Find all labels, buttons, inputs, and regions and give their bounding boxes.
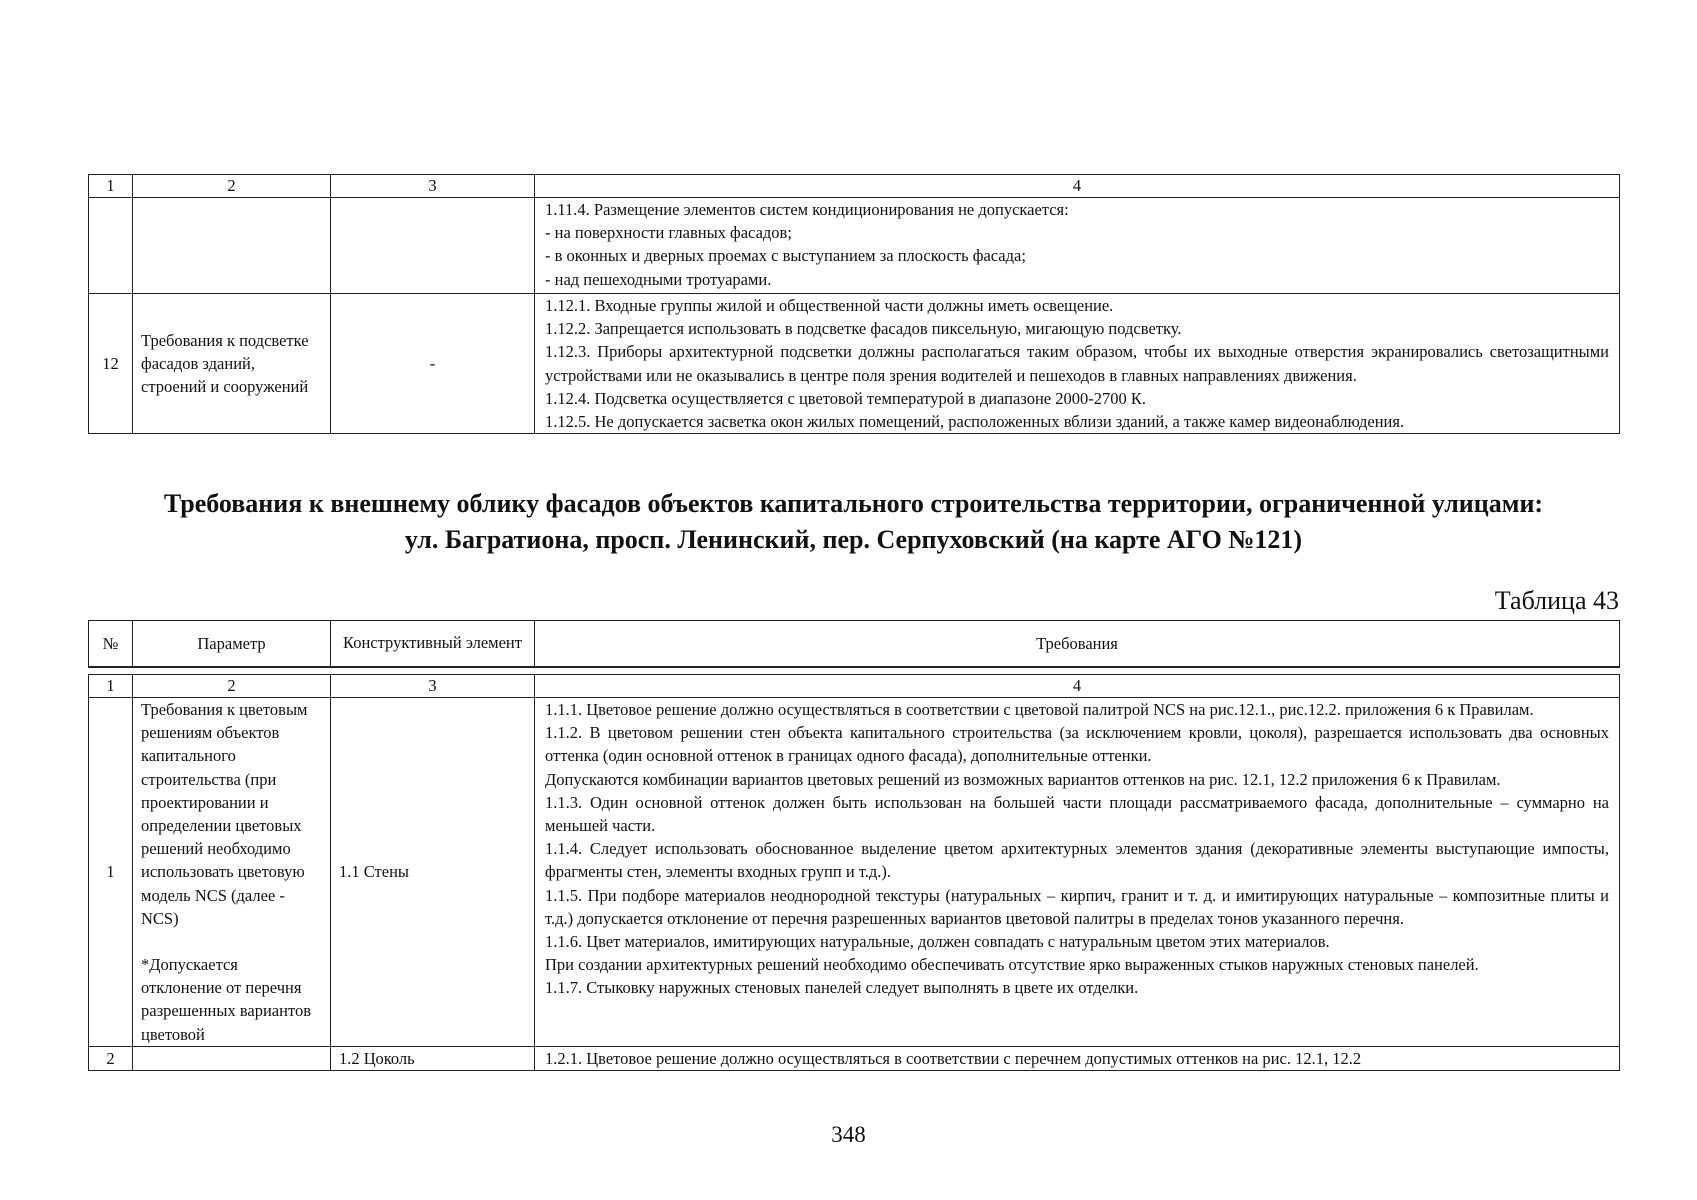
requirement-item: Допускаются комбинации вариантов цветовых решений из возможных вариантов оттенков на рис. 12.1, 12.2 приложения 6 к Правилам. xyxy=(545,769,1501,789)
requirement-item: 1.1.2. В цветовом решении стен объекта капитального строительства (за исключением кровли, цоколя), разрешается использовать два основных оттенка (один основной оттенок в границах одного фасада), дополнительные оттенки. xyxy=(545,723,1609,766)
section-heading-line: ул. Багратиона, просп. Ленинский, пер. Серпуховский (на карте АГО №121) xyxy=(404,525,1303,554)
section-heading-line: Требования к внешнему облику фасадов объектов капитального строительства территории, ограниченной улицами: xyxy=(163,489,1544,518)
requirement-item: 1.12.3. Приборы архитектурной подсветки должны располагаться таким образом, чтобы их выходные отверстия экранировались светозащитными устройствами или не оказывались в центре поля зрения водителей и пешеходов в главных направлениях движения. xyxy=(545,342,1609,385)
continued-requirements-table xyxy=(88,174,1620,434)
row-parameter xyxy=(133,198,331,294)
requirement-item: 1.1.5. При подборе материалов неоднородной текстуры (натуральных – кирпич, гранит и т. д. и имитирующих натуральные – композитные плиты и т.д.) допускается отклонение от перечня разрешенных вариантов цветовой палитры в пределах тонов указанного перечня. xyxy=(545,885,1609,928)
row-number: 1 xyxy=(89,698,133,1047)
row-requirements xyxy=(535,1046,1620,1070)
requirement-item: 1.1.4. Следует использовать обоснованное выделение цветом архитектурных элементов здания (декоративные элементы выступающие импосты, фрагменты стен, элементы входных групп и т.д.). xyxy=(545,839,1609,882)
parameter-note: *Допускается отклонение от перечня разрешенных вариантов цветовой xyxy=(141,955,311,1044)
requirement-item: 1.12.1. Входные группы жилой и общественной части должны иметь освещение. xyxy=(545,296,1114,315)
row-requirements xyxy=(535,698,1620,1047)
requirement-item: 1.1.6. Цвет материалов, имитирующих натуральные, должен совпадать с натуральным цветом этих материалов. xyxy=(545,932,1330,952)
table-row xyxy=(89,1046,1620,1070)
table-row xyxy=(89,698,1620,1047)
row-element: 1.1 Стены xyxy=(331,698,535,1047)
requirement-item: - в оконных и дверных проемах с выступанием за плоскость фасада; xyxy=(545,246,1026,266)
column-number: 1 xyxy=(89,175,133,198)
requirement-item: - на поверхности главных фасадов; xyxy=(545,223,792,243)
row-element: 1.2 Цоколь xyxy=(331,1046,535,1070)
row-parameter xyxy=(133,698,331,1047)
parameter-text: Требования к цветовым решениям объектов капитального строительства (при проектировании и определении цветовых решений необходимо использовать цветовую модель NCS (далее - NCS) xyxy=(141,700,308,928)
row-requirements xyxy=(535,294,1620,434)
column-number: 4 xyxy=(535,175,1620,198)
requirement-item: 1.12.2. Запрещается использовать в подсветке фасадов пиксельную, мигающую подсветку. xyxy=(545,319,1182,339)
requirement-item: 1.1.7. Стыковку наружных стеновых панелей следует выполнять в цвете их отделки. xyxy=(545,978,1139,998)
header-element: Конструктивный элемент xyxy=(331,621,535,667)
row-number: 2 xyxy=(89,1046,133,1070)
requirement-item: 1.12.4. Подсветка осуществляется с цветовой температурой в диапазоне 2000-2700 К. xyxy=(545,388,1147,408)
column-number: 1 xyxy=(89,675,133,698)
row-parameter xyxy=(133,1046,331,1070)
header-requirements: Требования xyxy=(535,621,1620,667)
column-number: 3 xyxy=(331,175,535,198)
column-number: 2 xyxy=(133,675,331,698)
row-element xyxy=(331,198,535,294)
requirement-item: 1.11.4. Размещение элементов систем кондиционирования не допускается: xyxy=(545,200,1069,219)
header-parameter: Параметр xyxy=(133,621,331,667)
row-element: - xyxy=(331,294,535,434)
requirement-item: При создании архитектурных решений необходимо обеспечивать отсутствие ярко выраженных стыков наружных стеновых панелей. xyxy=(545,955,1479,975)
table-row xyxy=(89,294,1620,434)
requirement-item: 1.1.3. Один основной оттенок должен быть использован на большей части площади рассматриваемого фасада, дополнительные – суммарно на меньшей части. xyxy=(545,792,1609,836)
requirement-item: - над пешеходными тротуарами. xyxy=(545,269,772,289)
page-number: 348 xyxy=(831,1122,866,1147)
column-number: 4 xyxy=(535,675,1620,698)
row-parameter: Требования к подсветке фасадов зданий, строений и сооружений xyxy=(133,294,331,434)
column-number-row xyxy=(89,675,1620,698)
row-requirements xyxy=(535,198,1620,294)
row-number xyxy=(89,198,133,294)
column-number: 2 xyxy=(133,175,331,198)
table-row xyxy=(89,198,1620,294)
requirement-item: 1.12.5. Не допускается засветка окон жилых помещений, расположенных вблизи зданий, а также камер видеонаблюдения. xyxy=(545,412,1405,432)
column-number: 3 xyxy=(331,675,535,698)
header-row xyxy=(89,621,1620,667)
section-heading xyxy=(88,486,1619,558)
requirement-item: 1.2.1. Цветовое решение должно осуществляться в соответствии с перечнем допустимых оттенков на рис. 12.1, 12.2 xyxy=(545,1048,1362,1068)
table-caption: Таблица 43 xyxy=(1494,586,1619,615)
row-number: 12 xyxy=(89,294,133,434)
requirement-item: 1.1.1. Цветовое решение должно осуществляться в соответствии с цветовой палитрой NCS на рис.12.1., рис.12.2. приложения 6 к Правилам. xyxy=(545,700,1534,719)
header-num: № xyxy=(89,621,133,667)
table-43-header xyxy=(88,620,1620,668)
column-number-row xyxy=(89,175,1620,198)
table-43-body xyxy=(88,674,1620,1071)
